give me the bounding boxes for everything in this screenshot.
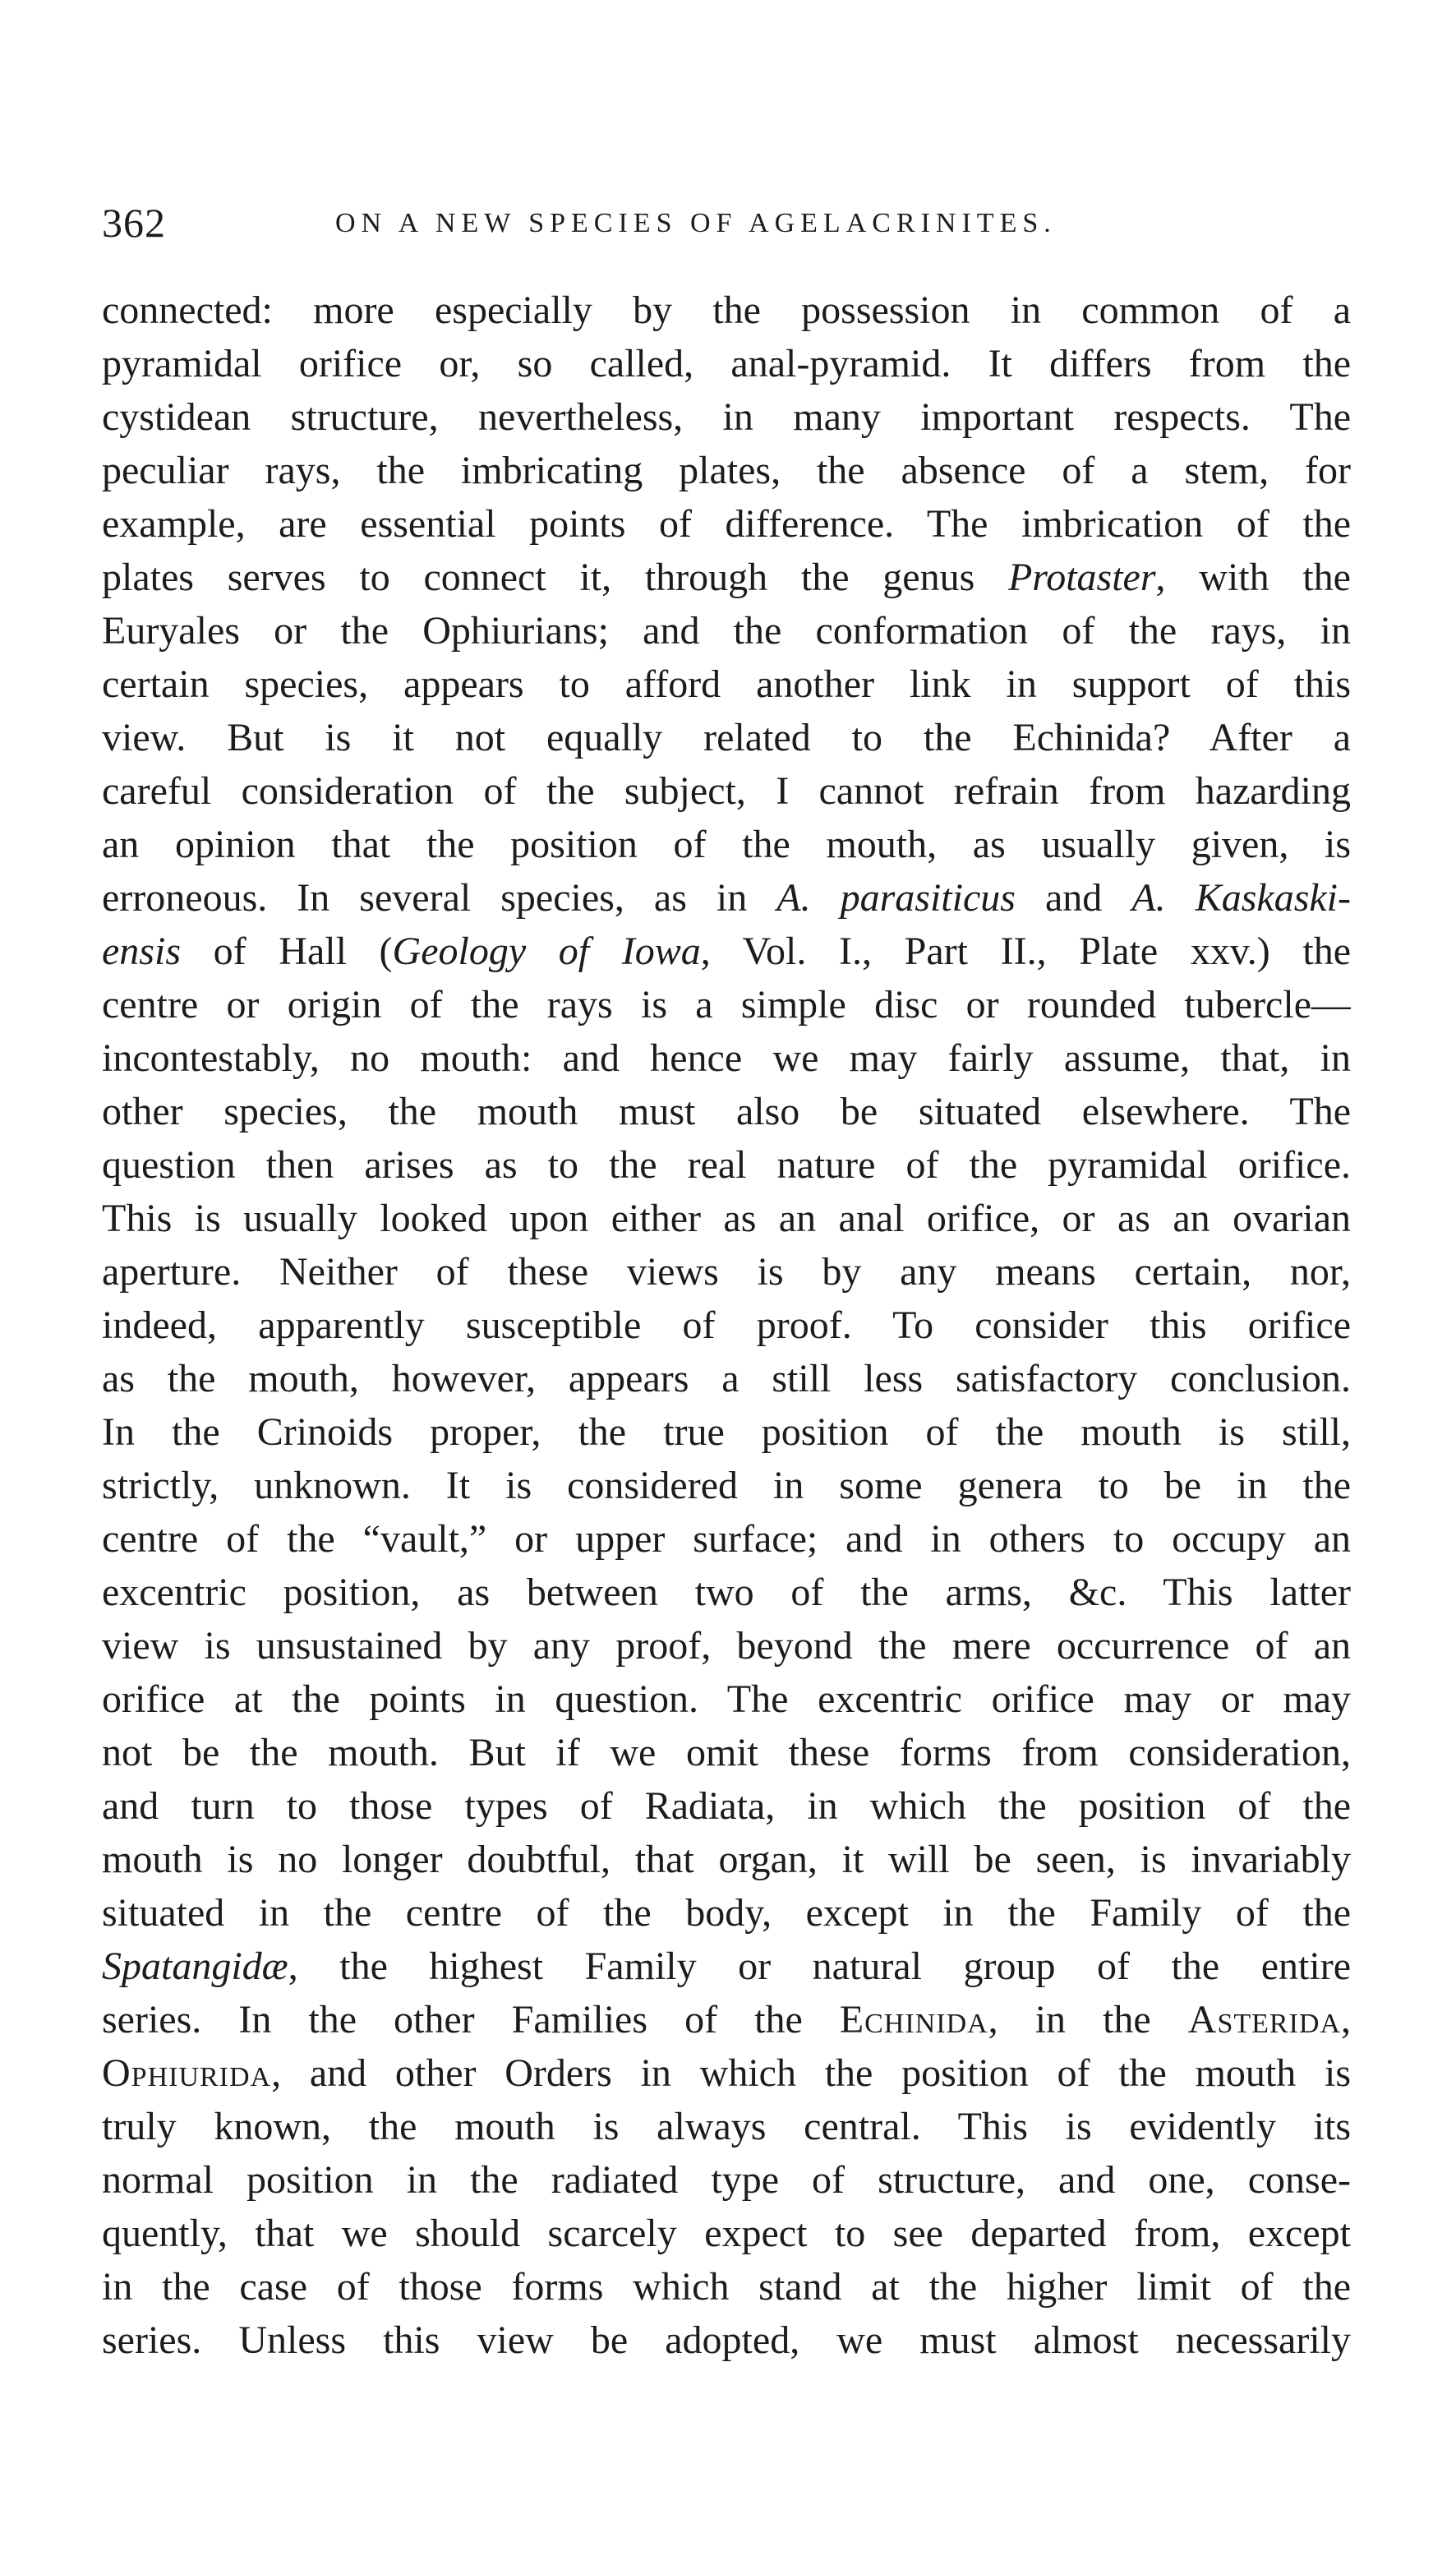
italic-text: ensis xyxy=(102,930,181,973)
italic-text: Protaster xyxy=(1007,556,1156,599)
text-segment: erroneous. In several species, as in xyxy=(102,876,777,920)
text-line xyxy=(102,1833,1351,1886)
text-line xyxy=(102,2046,1351,2100)
text-segment: an opinion that the position of the mouth, as usually given, is xyxy=(102,823,1351,866)
text-segment: centre or origin of the rays is a simple disc or rounded tubercle— xyxy=(102,983,1351,1026)
text-segment: cystidean structure, nevertheless, in many important respects. The xyxy=(102,395,1351,439)
text-line xyxy=(102,1352,1351,1405)
running-title: ON A NEW SPECIES OF AGELACRINITES. xyxy=(335,208,1057,238)
text-segment: certain species, appears to afford another link in support of this xyxy=(102,662,1351,706)
text-segment: centre of the “vault,” or upper surface; and in others to occupy an xyxy=(102,1517,1351,1561)
text-line xyxy=(102,1299,1351,1352)
text-segment: incontestably, no mouth: and hence we may fairly assume, that, in xyxy=(102,1036,1351,1080)
text-line xyxy=(102,2314,1351,2367)
text-segment: and turn to those types of Radiata, in which the position of the xyxy=(102,1784,1351,1828)
text-line xyxy=(102,337,1351,390)
text-segment: aperture. Neither of these views is by any means certain, nor, xyxy=(102,1250,1351,1294)
text-segment: indeed, apparently susceptible of proof. To consider this orifice xyxy=(102,1303,1351,1347)
text-line xyxy=(102,1245,1351,1299)
text-line xyxy=(102,284,1351,337)
italic-text: Geology of Iowa xyxy=(392,930,701,973)
small-caps-text: Ophiurida xyxy=(102,2051,272,2095)
text-line xyxy=(102,657,1351,711)
text-line xyxy=(102,390,1351,444)
text-segment: example, are essential points of difference. The imbrication of the xyxy=(102,502,1351,546)
text-line xyxy=(102,1138,1351,1192)
text-segment: normal position in the radiated type of structure, and one, conse- xyxy=(102,2158,1351,2202)
body-paragraph xyxy=(102,284,1351,2367)
text-segment: , the highest Family or natural group of the entire xyxy=(288,1945,1351,1988)
text-line xyxy=(102,444,1351,497)
text-segment: mouth is no longer doubtful, that organ, it will be seen, is invariably xyxy=(102,1838,1351,1881)
text-line xyxy=(102,1993,1351,2046)
text-segment: , with the xyxy=(1155,556,1351,599)
text-line xyxy=(102,871,1351,925)
text-line xyxy=(102,1459,1351,1512)
text-segment: series. Unless this view be adopted, we must almost necessarily xyxy=(102,2318,1351,2362)
text-segment: not be the mouth. But if we omit these forms from consideration, xyxy=(102,1731,1351,1774)
text-segment: orifice at the points in question. The excentric orifice may or may xyxy=(102,1677,1351,1721)
text-line xyxy=(102,711,1351,764)
text-line xyxy=(102,1566,1351,1619)
text-line xyxy=(102,1192,1351,1245)
text-line xyxy=(102,2260,1351,2314)
text-line xyxy=(102,551,1351,604)
italic-text: Spatangidæ xyxy=(102,1945,288,1988)
text-segment: series. In the other Families of the xyxy=(102,1998,840,2041)
text-segment: other species, the mouth must also be situated elsewhere. The xyxy=(102,1090,1351,1133)
text-segment: strictly, unknown. It is considered in some genera to be in the xyxy=(102,1464,1351,1507)
text-segment: Euryales or the Ophiurians; and the conformation of the rays, in xyxy=(102,609,1351,653)
text-line xyxy=(102,925,1351,978)
text-line xyxy=(102,1031,1351,1085)
text-line xyxy=(102,1672,1351,1726)
text-line xyxy=(102,2207,1351,2260)
text-segment: In the Crinoids proper, the true position of the mouth is still, xyxy=(102,1410,1351,1454)
running-head xyxy=(102,194,1351,251)
italic-text: A. Kaskaski- xyxy=(1131,876,1351,920)
text-segment: question then arises as to the real nature of the pyramidal orifice. xyxy=(102,1143,1351,1187)
text-line xyxy=(102,764,1351,818)
text-segment: view is unsustained by any proof, beyond the mere occurrence of an xyxy=(102,1624,1351,1668)
text-segment: , and other Orders in which the position of the mouth is xyxy=(271,2051,1351,2095)
text-segment: , in the xyxy=(988,1998,1188,2041)
text-line xyxy=(102,1512,1351,1566)
text-segment: connected: more especially by the possession in common of a xyxy=(102,288,1351,332)
text-segment: , xyxy=(1341,1998,1351,2041)
small-caps-text: Echinida xyxy=(839,1998,988,2041)
text-segment: quently, that we should scarcely expect to see departed from, except xyxy=(102,2212,1351,2255)
text-line xyxy=(102,978,1351,1031)
text-segment: in the case of those forms which stand at the higher limit of the xyxy=(102,2265,1351,2309)
text-line xyxy=(102,1085,1351,1138)
italic-text: A. parasiticus xyxy=(776,876,1016,920)
text-line xyxy=(102,1619,1351,1672)
text-segment: , Vol. I., Part II., Plate xxv.) the xyxy=(700,930,1351,973)
text-segment: situated in the centre of the body, except in the Family of the xyxy=(102,1891,1351,1935)
text-segment: of Hall ( xyxy=(181,930,393,973)
text-segment: This is usually looked upon either as an anal orifice, or as an ovarian xyxy=(102,1197,1351,1240)
text-line xyxy=(102,2100,1351,2153)
text-segment: pyramidal orifice or, so called, anal-pyramid. It differs from the xyxy=(102,342,1351,385)
text-segment: view. But is it not equally related to the Echinida? After a xyxy=(102,716,1351,759)
text-line xyxy=(102,497,1351,551)
text-line xyxy=(102,1726,1351,1779)
text-line xyxy=(102,1940,1351,1993)
text-segment: truly known, the mouth is always central. This is evidently its xyxy=(102,2105,1351,2148)
text-line xyxy=(102,1779,1351,1833)
text-segment: peculiar rays, the imbricating plates, the absence of a stem, for xyxy=(102,449,1351,492)
text-line xyxy=(102,604,1351,657)
text-segment: as the mouth, however, appears a still less satisfactory conclusion. xyxy=(102,1357,1351,1400)
text-line xyxy=(102,818,1351,871)
small-caps-text: Asterida xyxy=(1187,1998,1341,2041)
text-segment: and xyxy=(1015,876,1132,920)
text-line xyxy=(102,1886,1351,1940)
page-number: 362 xyxy=(102,200,166,246)
text-segment: plates serves to connect it, through the genus xyxy=(102,556,1008,599)
text-segment: careful consideration of the subject, I cannot refrain from hazarding xyxy=(102,769,1351,813)
text-line xyxy=(102,1405,1351,1459)
text-line xyxy=(102,2153,1351,2207)
text-segment: excentric position, as between two of the arms, &c. This latter xyxy=(102,1571,1351,1614)
